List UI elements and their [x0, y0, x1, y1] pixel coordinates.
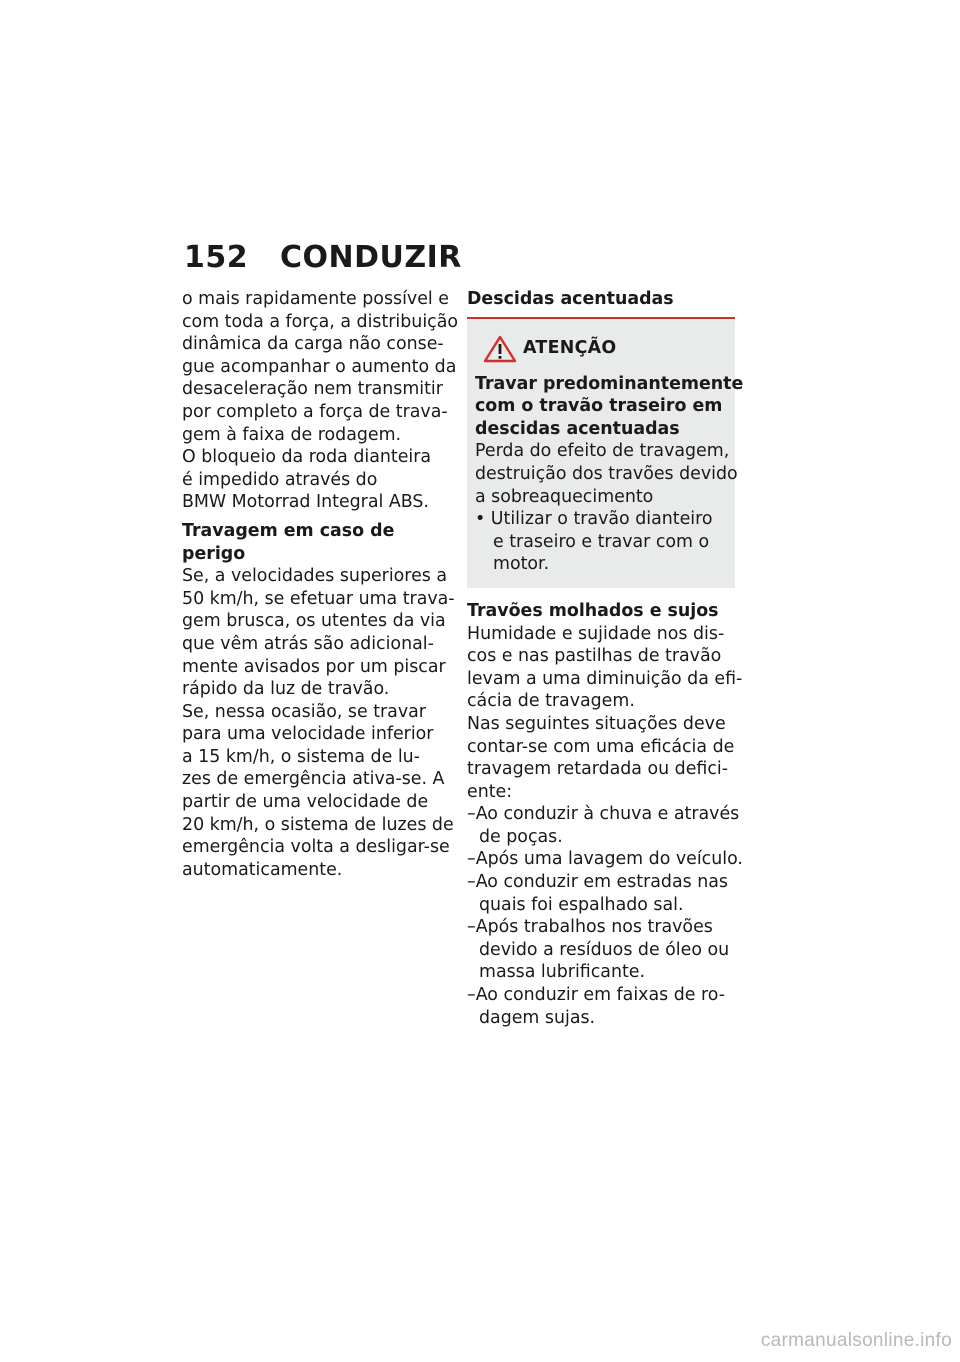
warning-title: ATENÇÃO: [523, 338, 617, 359]
text-line: com o travão traseiro em: [475, 396, 723, 417]
text-line: mente avisados por um piscar: [182, 656, 446, 677]
text-line: motor.: [493, 554, 550, 575]
text-line: com toda a força, a distribuição: [182, 311, 459, 332]
text-line: automaticamente.: [182, 859, 343, 880]
text-line: 50 km/h, se efetuar uma trava-: [182, 588, 455, 609]
text-line: para uma velocidade inferior: [182, 724, 434, 745]
text-line: de poças.: [479, 826, 563, 847]
text-line: por completo a força de trava-: [182, 401, 448, 422]
text-line: Humidade e sujidade nos dis-: [467, 623, 725, 644]
heading-wet-dirty-brakes: Travões molhados e sujos: [467, 600, 719, 621]
warning-instruction: [475, 508, 725, 576]
text-line: –Após trabalhos nos travões: [467, 917, 713, 938]
text-line: Se, nessa ocasião, se travar: [182, 701, 426, 722]
text-line: dagem sujas.: [479, 1007, 596, 1028]
right-paragraph-1: [467, 623, 743, 713]
text-line: ente:: [467, 781, 513, 802]
situations-list: [467, 803, 743, 1029]
left-paragraph-4: [182, 701, 454, 882]
left-paragraph-3: [182, 565, 455, 701]
text-line: dinâmica da carga não conse-: [182, 334, 444, 355]
heading-emergency-braking: Travagem em caso de perigo: [182, 520, 395, 564]
text-line: que vêm atrás são adicional-: [182, 633, 434, 654]
warning-box: [467, 317, 744, 588]
text-line: BMW Motorrad Integral ABS.: [182, 492, 429, 513]
text-line: zes de emergência ativa-se. A: [182, 769, 445, 790]
text-line: –Ao conduzir em estradas nas: [467, 872, 728, 893]
text-line: Nas seguintes situações deve: [467, 713, 726, 734]
text-line: massa lubrificante.: [479, 962, 646, 983]
text-line: é impedido através do: [182, 469, 378, 490]
list-item: [467, 984, 739, 1029]
text-line: quais foi espalhado sal.: [479, 894, 684, 915]
text-line: Perda do efeito de travagem,: [475, 441, 730, 462]
list-item: [467, 803, 739, 848]
text-line: Se, a velocidades superiores a: [182, 566, 448, 587]
page-number: 152: [184, 240, 249, 275]
text-line: o mais rapidamente possível e: [182, 289, 449, 309]
text-line: gem brusca, os utentes da via: [182, 611, 446, 632]
text-line: Travar predominantemente: [475, 373, 744, 394]
text-line: descidas acentuadas: [475, 418, 680, 439]
text-line: levam a uma diminuição da efi-: [467, 668, 743, 689]
text-line: desaceleração nem transmitir: [182, 379, 443, 400]
warning-title-row: [483, 335, 725, 363]
text-line: emergência volta a desligar-se: [182, 837, 450, 858]
text-line: 20 km/h, o sistema de luzes de: [182, 814, 454, 835]
text-line: a 15 km/h, o sistema de lu-: [182, 746, 420, 767]
text-line: devido a resíduos de óleo ou: [479, 939, 730, 960]
text-line: partir de uma velocidade de: [182, 792, 429, 813]
text-line: contar-se com uma eficácia de: [467, 736, 735, 757]
text-line: a sobreaquecimento: [475, 486, 654, 507]
warning-heading: [475, 373, 744, 441]
chapter-title: CONDUZIR: [280, 240, 462, 275]
text-line: O bloqueio da roda dianteira: [182, 447, 432, 468]
page-header: [184, 240, 462, 280]
warning-consequence: [475, 440, 738, 508]
text-line: cácia de travagem.: [467, 691, 635, 712]
text-line: destruição dos travões devido: [475, 463, 738, 484]
text-line: gem à faixa de rodagem.: [182, 424, 402, 445]
text-line: cos e nas pastilhas de travão: [467, 646, 722, 667]
text-line: –Ao conduzir à chuva e através: [467, 804, 740, 825]
watermark: carmanualsonline.info: [760, 1330, 952, 1351]
list-item: [467, 848, 743, 871]
list-item: [467, 916, 739, 984]
right-column: [467, 288, 744, 1029]
text-line: gue acompanhar o aumento da: [182, 356, 457, 377]
left-paragraph-2: [182, 446, 450, 514]
right-paragraph-2: [467, 713, 739, 803]
list-item: [467, 871, 739, 916]
text-line: rápido da luz de travão.: [182, 679, 390, 700]
heading-steep-descents: Descidas acentuadas: [467, 289, 674, 309]
text-line: • Utilizar o travão dianteiro: [475, 509, 713, 530]
left-column: [182, 288, 459, 881]
text-line: –Ao conduzir em faixas de ro-: [467, 985, 725, 1006]
text-line: e traseiro e travar com o: [493, 531, 710, 552]
warning-triangle-icon: [483, 335, 517, 363]
left-paragraph-1: [182, 288, 459, 446]
text-line: travagem retardada ou defici-: [467, 759, 729, 780]
text-line: –Após uma lavagem do veículo.: [467, 849, 743, 870]
